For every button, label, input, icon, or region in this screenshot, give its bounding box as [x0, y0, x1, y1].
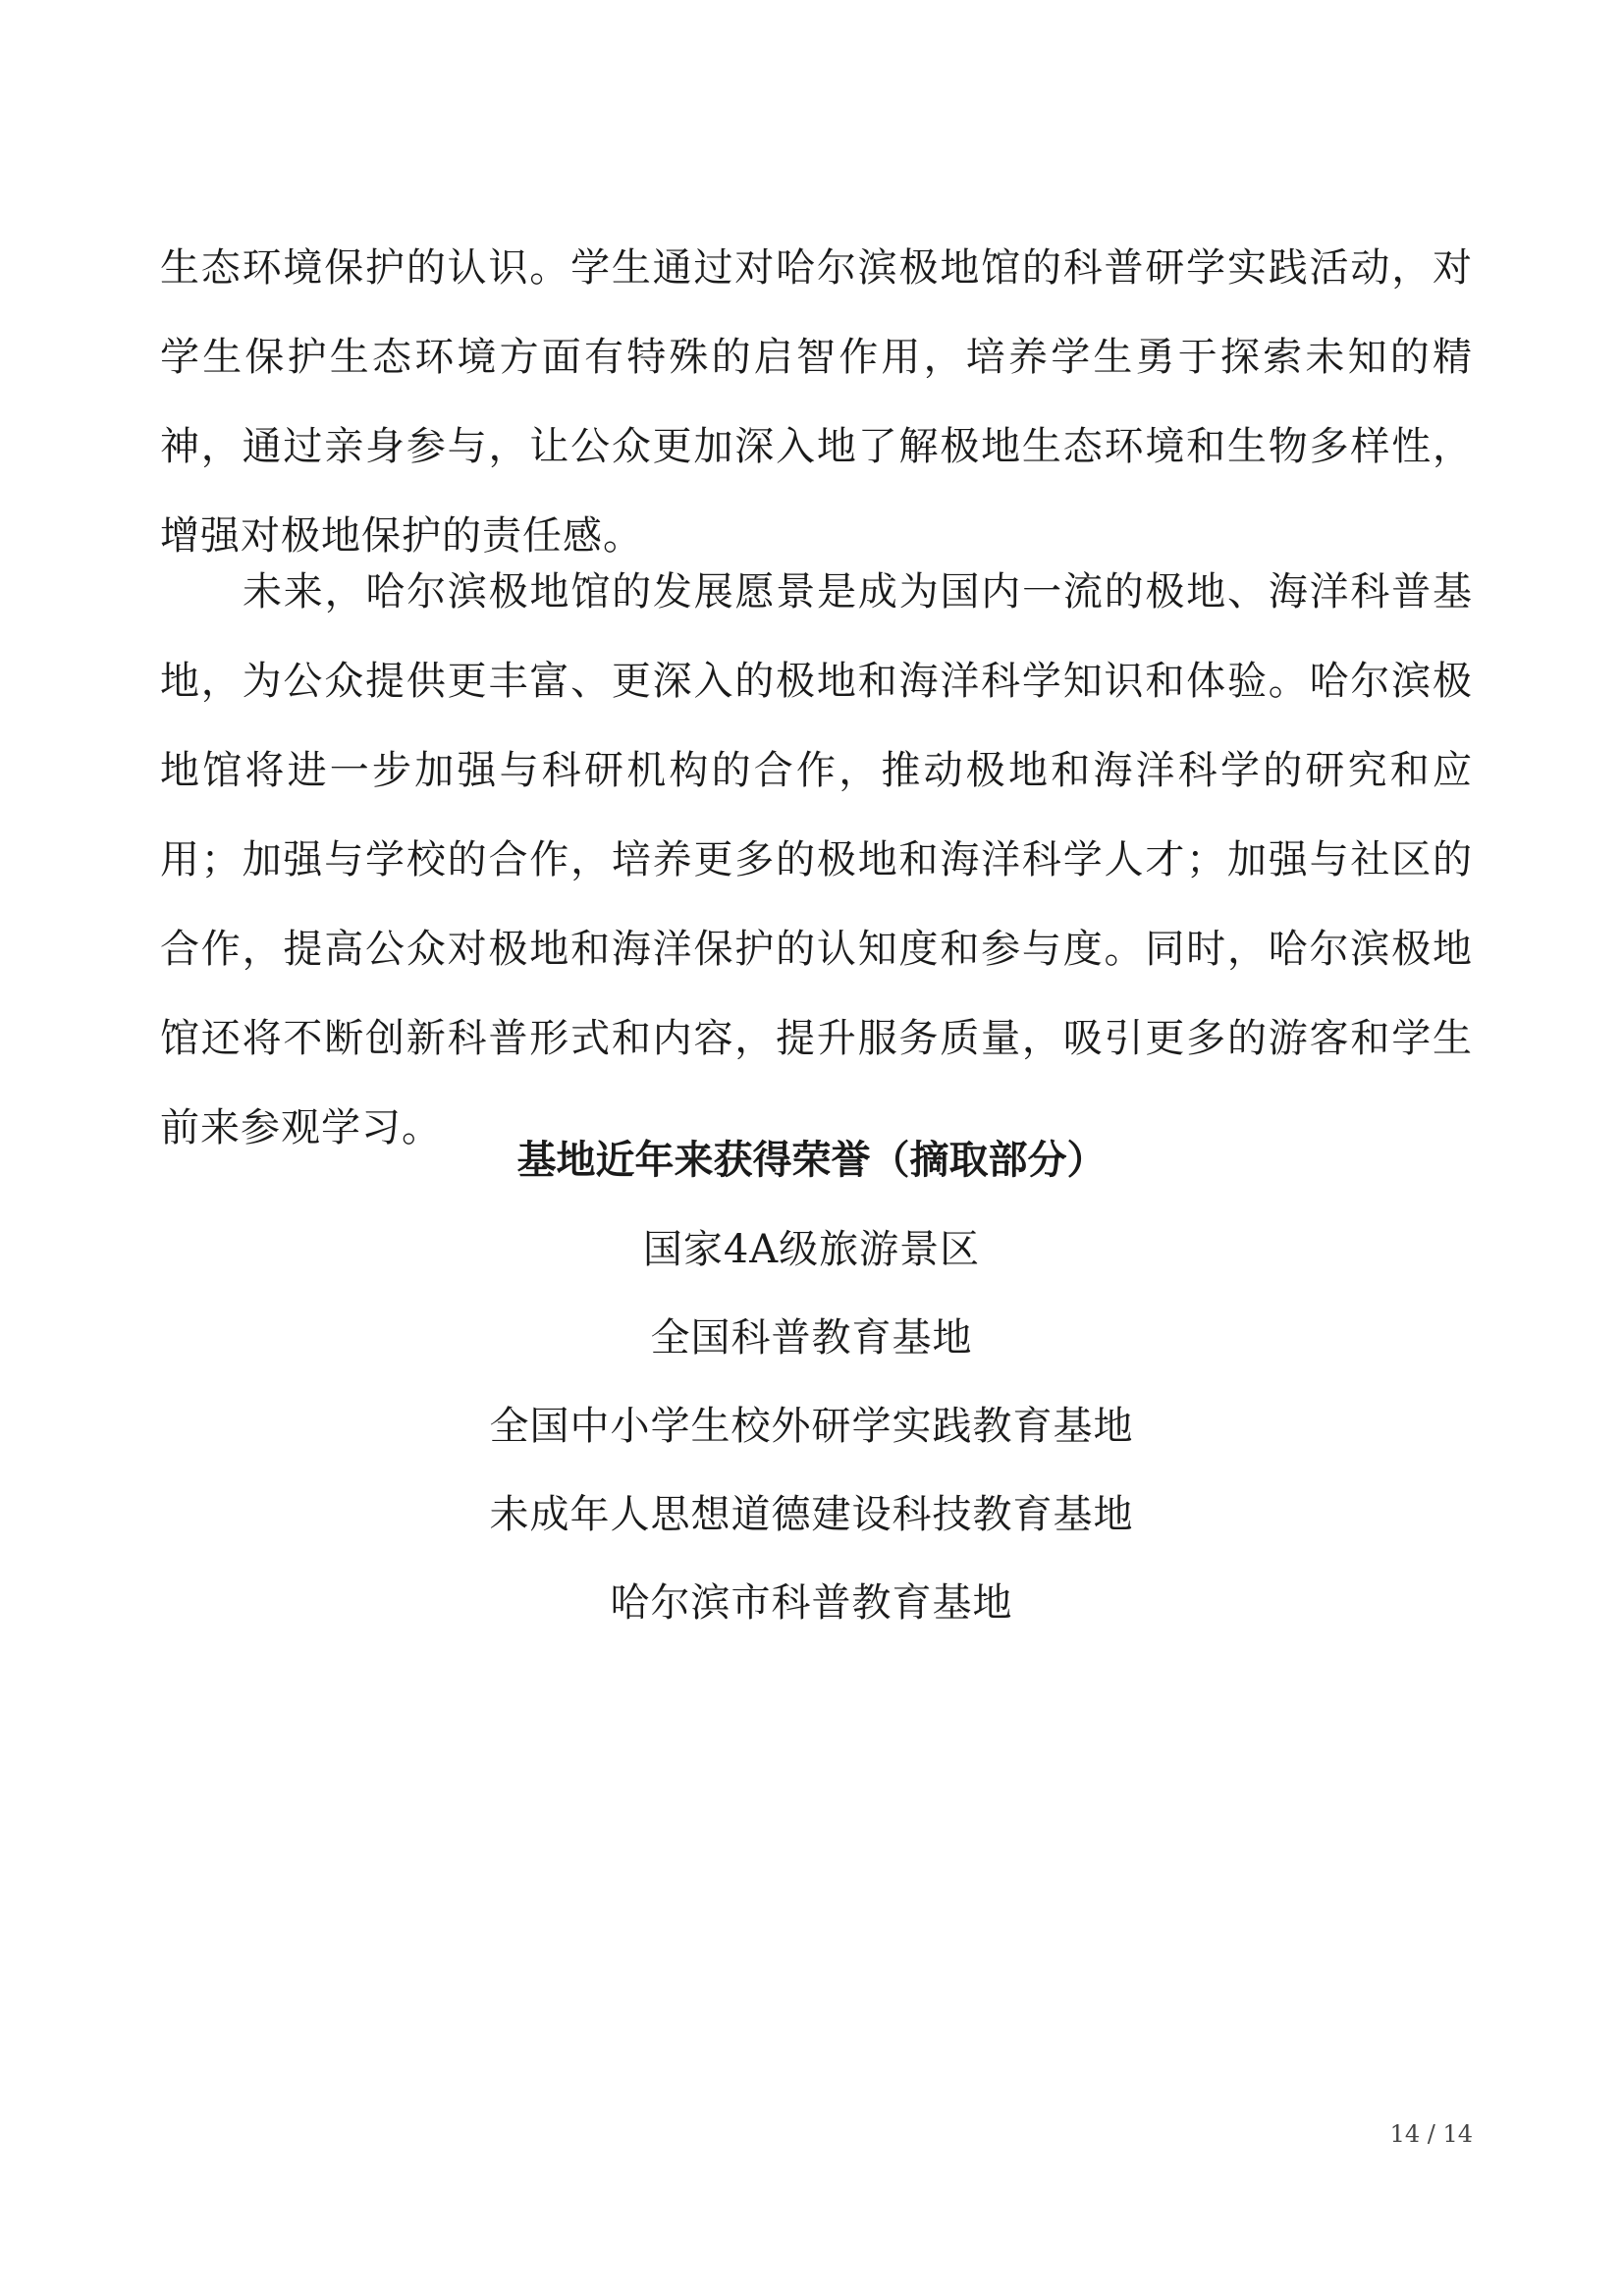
honors-list — [0, 1205, 1623, 1647]
honor-item: 未成年人思想道德建设科技教育基地 — [489, 1492, 1134, 1537]
honor-item: 全国中小学生校外研学实践教育基地 — [489, 1404, 1134, 1449]
body-paragraph-1: 生态环境保护的认识。学生通过对哈尔滨极地馆的科普研学实践活动，对学生保护生态环境方面有特殊的启智作用，培养学生勇于探索未知的精神，通过亲身参与，让公众更加深入地了解极地生态环境和生物多样性，增强对极地保护的责任感。 — [160, 245, 1473, 559]
honor-item: 国家4A级旅游景区 — [642, 1227, 981, 1272]
body-paragraph-2: 未来，哈尔滨极地馆的发展愿景是成为国内一流的极地、海洋科普基地，为公众提供更丰富、更深入的极地和海洋科学知识和体验。哈尔滨极地馆将进一步加强与科研机构的合作，推动极地和海洋科学的研究和应用；加强与学校的合作，培养更多的极地和海洋科学人才；加强与社区的合作，提高公众对极地和海洋保护的认知度和参与度。同时，哈尔滨极地馆还将不断创新科普形式和内容，提升服务质量，吸引更多的游客和学生前来参观学习。 — [160, 569, 1473, 1150]
honors-section-title: 基地近年来获得荣誉（摘取部分） — [516, 1138, 1107, 1183]
page-number: 14 / 14 — [1389, 2120, 1473, 2148]
honor-item: 全国科普教育基地 — [650, 1315, 973, 1361]
honor-item: 哈尔滨市科普教育基地 — [610, 1580, 1013, 1626]
